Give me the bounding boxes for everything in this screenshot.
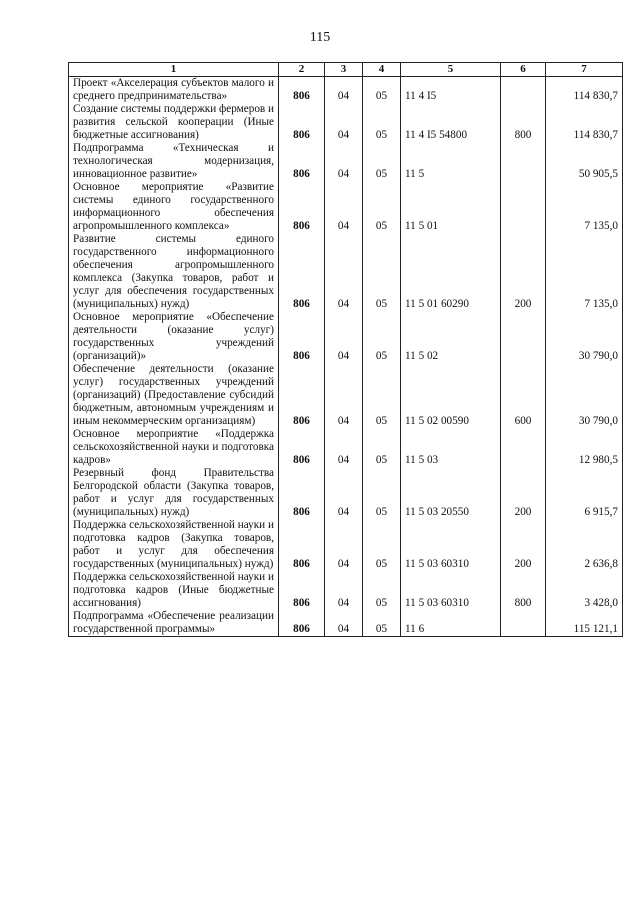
- row-section: 04: [325, 233, 363, 311]
- row-section: 04: [325, 363, 363, 428]
- row-name: Основное мероприятие «Поддержка сельскохозяйственной науки и подготовка кадров»: [69, 428, 279, 467]
- row-target-article: 11 4 I5 54800: [401, 103, 501, 142]
- row-grbs: 806: [279, 181, 325, 233]
- row-expense-type: 600: [501, 363, 546, 428]
- row-expense-type: 200: [501, 467, 546, 519]
- row-subsection: 05: [363, 363, 401, 428]
- row-amount: 114 830,7: [546, 77, 623, 104]
- row-section: 04: [325, 428, 363, 467]
- row-section: 04: [325, 610, 363, 637]
- row-grbs: 806: [279, 311, 325, 363]
- row-expense-type: [501, 77, 546, 104]
- row-target-article: 11 5 03 60310: [401, 571, 501, 610]
- row-grbs: 806: [279, 519, 325, 571]
- row-name: Основное мероприятие «Развитие системы единого государственного информационного обеспечения агропромышленного комплекса»: [69, 181, 279, 233]
- row-amount: 12 980,5: [546, 428, 623, 467]
- header-cell: 2: [279, 63, 325, 77]
- row-subsection: 05: [363, 103, 401, 142]
- row-section: 04: [325, 571, 363, 610]
- row-grbs: 806: [279, 103, 325, 142]
- row-subsection: 05: [363, 233, 401, 311]
- row-target-article: 11 6: [401, 610, 501, 637]
- row-expense-type: [501, 610, 546, 637]
- table-row: [69, 428, 623, 467]
- row-amount: 3 428,0: [546, 571, 623, 610]
- row-expense-type: [501, 142, 546, 181]
- row-amount: 30 790,0: [546, 363, 623, 428]
- row-section: 04: [325, 519, 363, 571]
- row-grbs: 806: [279, 142, 325, 181]
- table-row: [69, 77, 623, 104]
- row-amount: 2 636,8: [546, 519, 623, 571]
- row-target-article: 11 5 03 60310: [401, 519, 501, 571]
- row-amount: 6 915,7: [546, 467, 623, 519]
- table-row: [69, 363, 623, 428]
- row-target-article: 11 5: [401, 142, 501, 181]
- table-row: [69, 519, 623, 571]
- header-cell: 1: [69, 63, 279, 77]
- row-grbs: 806: [279, 77, 325, 104]
- row-subsection: 05: [363, 428, 401, 467]
- table-row: [69, 181, 623, 233]
- row-target-article: 11 5 03 20550: [401, 467, 501, 519]
- row-subsection: 05: [363, 467, 401, 519]
- row-grbs: 806: [279, 610, 325, 637]
- row-target-article: 11 5 01: [401, 181, 501, 233]
- header-cell: 5: [401, 63, 501, 77]
- row-section: 04: [325, 467, 363, 519]
- row-target-article: 11 5 01 60290: [401, 233, 501, 311]
- row-grbs: 806: [279, 571, 325, 610]
- table-row: [69, 610, 623, 637]
- row-grbs: 806: [279, 428, 325, 467]
- row-amount: 30 790,0: [546, 311, 623, 363]
- table-row: [69, 233, 623, 311]
- table-row: [69, 103, 623, 142]
- row-name: Обеспечение деятельности (оказание услуг) государственных учреждений (организаций) (Предоставление субсидий бюджетным, автономным учреждениям и иным некоммерческим организациям): [69, 363, 279, 428]
- header-cell: 4: [363, 63, 401, 77]
- row-amount: 7 135,0: [546, 181, 623, 233]
- row-name: Основное мероприятие «Обеспечение деятельности (оказание услуг) государственных учреждений (организаций)»: [69, 311, 279, 363]
- row-expense-type: 800: [501, 571, 546, 610]
- table-row: [69, 467, 623, 519]
- row-name: Создание системы поддержки фермеров и развития сельской кооперации (Иные бюджетные ассигнования): [69, 103, 279, 142]
- row-name: Подпрограмма «Техническая и технологическая модернизация, инновационное развитие»: [69, 142, 279, 181]
- row-name: Подпрограмма «Обеспечение реализации государственной программы»: [69, 610, 279, 637]
- row-name: Развитие системы единого государственного информационного обеспечения агропромышленного комплекса (Закупка товаров, работ и услуг для обеспечения государственных (муниципальных) нужд): [69, 233, 279, 311]
- row-subsection: 05: [363, 142, 401, 181]
- row-expense-type: 800: [501, 103, 546, 142]
- row-subsection: 05: [363, 181, 401, 233]
- row-expense-type: 200: [501, 233, 546, 311]
- row-expense-type: [501, 181, 546, 233]
- row-section: 04: [325, 311, 363, 363]
- row-section: 04: [325, 142, 363, 181]
- row-target-article: 11 4 I5: [401, 77, 501, 104]
- row-section: 04: [325, 103, 363, 142]
- row-target-article: 11 5 02: [401, 311, 501, 363]
- row-subsection: 05: [363, 77, 401, 104]
- row-grbs: 806: [279, 363, 325, 428]
- row-target-article: 11 5 03: [401, 428, 501, 467]
- row-name: Поддержка сельскохозяйственной науки и подготовка кадров (Закупка товаров, работ и услуг для обеспечения государственных (муниципальных) нужд): [69, 519, 279, 571]
- row-expense-type: [501, 311, 546, 363]
- budget-table: [68, 62, 623, 637]
- row-expense-type: [501, 428, 546, 467]
- row-name: Резервный фонд Правительства Белгородской области (Закупка товаров, работ и услуг для государственных (муниципальных) нужд): [69, 467, 279, 519]
- header-cell: 7: [546, 63, 623, 77]
- row-amount: 50 905,5: [546, 142, 623, 181]
- row-subsection: 05: [363, 571, 401, 610]
- page-number: 115: [309, 30, 331, 45]
- row-amount: 115 121,1: [546, 610, 623, 637]
- row-name: Проект «Акселерация субъектов малого и среднего предпринимательства»: [69, 77, 279, 104]
- row-amount: 7 135,0: [546, 233, 623, 311]
- row-subsection: 05: [363, 519, 401, 571]
- row-amount: 114 830,7: [546, 103, 623, 142]
- table-row: [69, 142, 623, 181]
- header-cell: 3: [325, 63, 363, 77]
- row-expense-type: 200: [501, 519, 546, 571]
- row-name: Поддержка сельскохозяйственной науки и подготовка кадров (Иные бюджетные ассигнования): [69, 571, 279, 610]
- header-cell: 6: [501, 63, 546, 77]
- row-grbs: 806: [279, 233, 325, 311]
- row-subsection: 05: [363, 610, 401, 637]
- table-row: [69, 571, 623, 610]
- row-grbs: 806: [279, 467, 325, 519]
- header-row: [69, 63, 623, 77]
- row-subsection: 05: [363, 311, 401, 363]
- row-section: 04: [325, 181, 363, 233]
- row-target-article: 11 5 02 00590: [401, 363, 501, 428]
- table-row: [69, 311, 623, 363]
- row-section: 04: [325, 77, 363, 104]
